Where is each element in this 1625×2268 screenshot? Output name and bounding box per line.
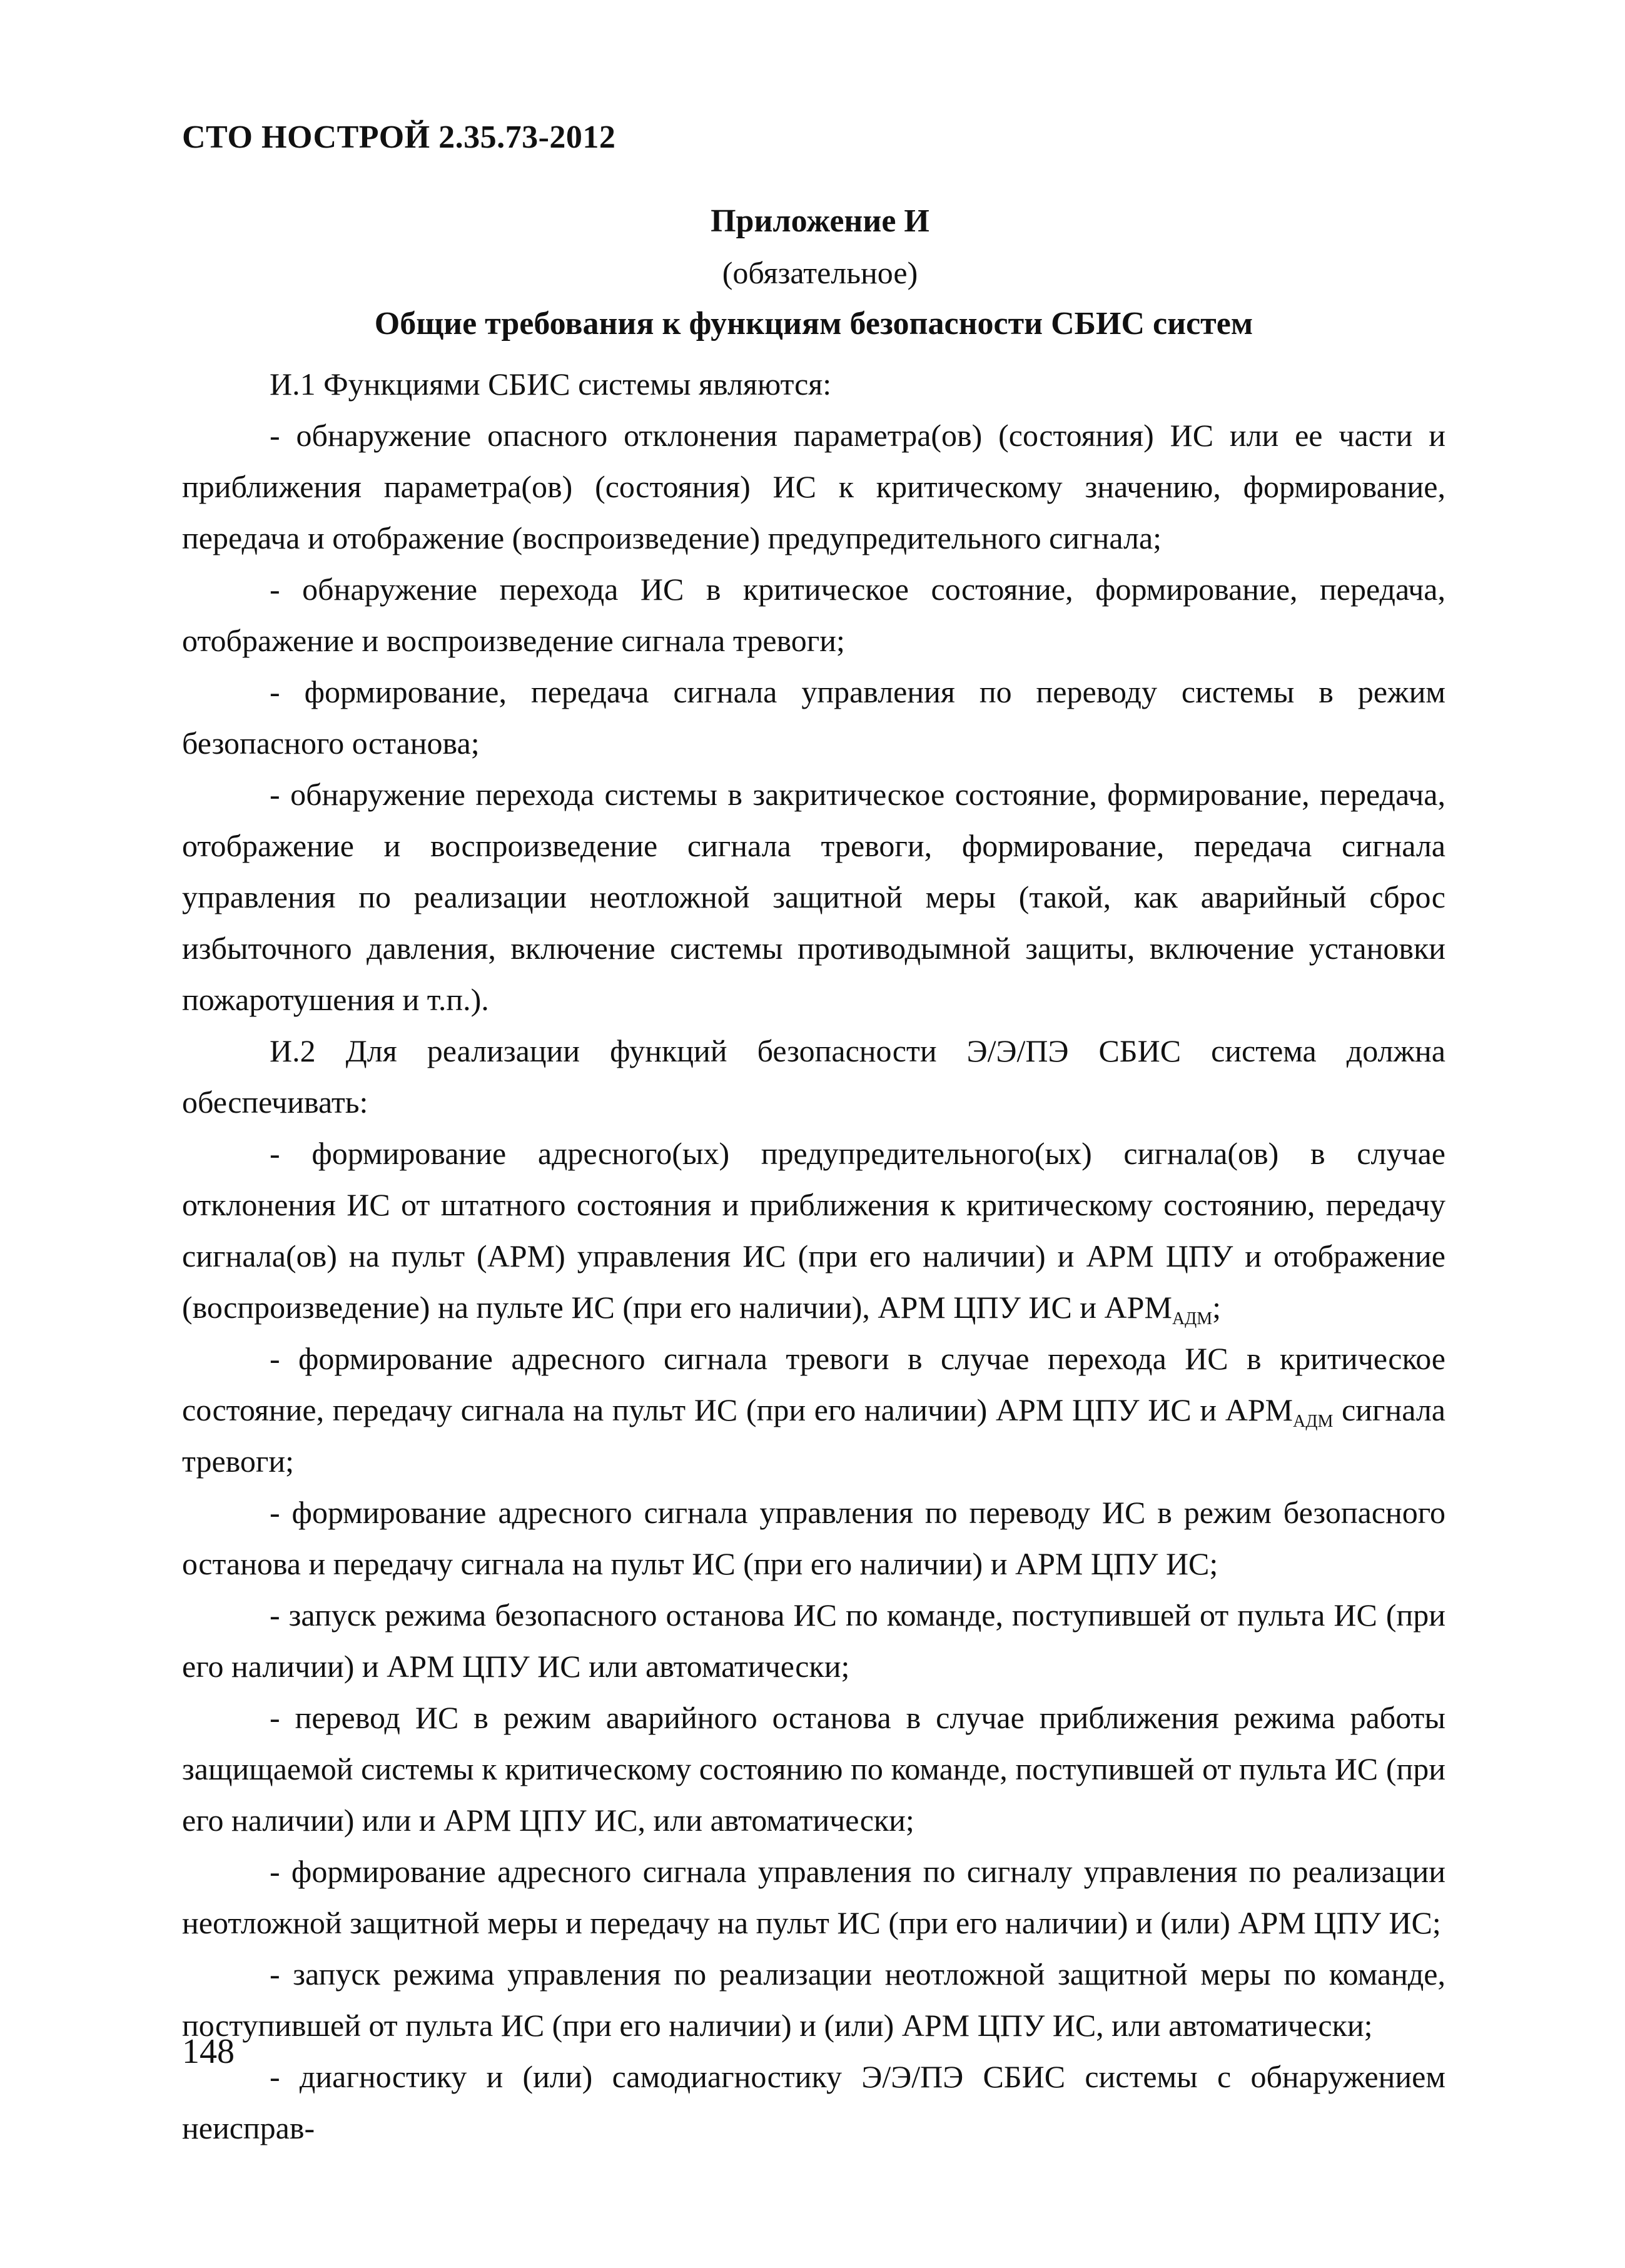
paragraph-11: - перевод ИС в режим аварийного останова в случае приближения режима работы защищаемой системы к критическому состоянию по команде, поступившей от пульта ИС (при его наличии) или и АРМ ЦПУ ИС, или автоматически; [182,1700,1445,1838]
paragraph-2: - обнаружение опасного отклонения параметра(ов) (состояния) ИС или ее части и приближения параметра(ов) (состояния) ИС к критическому значению, формирование, передача и отображение (воспроизведение) предупредительного сигнала; [182,418,1445,555]
paragraph-12: - формирование адресного сигнала управления по сигналу управления по реализации неотложной защитной меры и передачу на пульт ИС (при его наличии) и (или) АРМ ЦПУ ИС; [182,1854,1445,1940]
paragraph-8 [182,1333,1445,1487]
paragraph-10: - запуск режима безопасного останова ИС по команде, поступившей от пульта ИС (при его наличии) и АРМ ЦПУ ИС или автоматически; [182,1597,1445,1684]
paragraph-8-subscript: АДМ [1293,1412,1334,1431]
paragraph-8-tail: сигнала тревоги; [182,1392,1445,1479]
annex-status: (обязательное) [722,255,918,290]
paragraph-13: - запуск режима управления по реализации неотложной защитной меры по команде, поступившей от пульта ИС (при его наличии) и (или) АРМ ЦПУ ИС, или автоматически; [182,1957,1445,2043]
paragraph-7 [182,1128,1445,1333]
paragraph-4: - формирование, передача сигнала управления по переводу системы в режим безопасного останова; [182,674,1445,761]
document-code-header: СТО НОСТРОЙ 2.35.73-2012 [182,119,616,155]
paragraph-6: И.2 Для реализации функций безопасности Э/Э/ПЭ СБИС система должна обеспечивать: [182,1033,1445,1120]
paragraph-7-main: - формирование адресного(ых) предупредительного(ых) сигнала(ов) в случае отклонения ИС от штатного состояния и приближения к критическому состоянию, передачу сигнала(ов) на пульт (АРМ) управления ИС (при его наличии) и АРМ ЦПУ и отображение (воспроизведение) на пульте ИС (при его наличии), АРМ ЦПУ ИС и АРМ [182,1136,1445,1325]
annex-heading: Общие требования к функциям безопасности СБИС систем [374,306,1253,342]
paragraph-8-main: - формирование адресного сигнала тревоги в случае перехода ИС в критическое состояние, передачу сигнала на пульт ИС (при его наличии) АРМ ЦПУ ИС и АРМ [182,1341,1445,1427]
paragraph-7-subscript: АДМ [1172,1309,1213,1329]
paragraph-5: - обнаружение перехода системы в закритическое состояние, формирование, передача, отображение и воспроизведение сигнала тревоги, формирование, передача сигнала управления по реализации неотложной защитной меры (такой, как аварийный сброс избыточного давления, включение системы противодымной защиты, включение установки пожаротушения и т.п.). [182,777,1445,1017]
body-text [182,358,1445,2154]
paragraph-14: - диагностику и (или) самодиагностику Э/Э/ПЭ СБИС системы с обнаружением неисправ- [182,2059,1445,2145]
paragraph-7-tail: ; [1212,1290,1222,1325]
paragraph-3: - обнаружение перехода ИС в критическое состояние, формирование, передача, отображение и воспроизведение сигнала тревоги; [182,572,1445,658]
page-number: 148 [182,2032,235,2071]
annex-title-block [182,197,1445,348]
paragraph-9: - формирование адресного сигнала управления по переводу ИС в режим безопасного останова и передачу сигнала на пульт ИС (при его наличии) и АРМ ЦПУ ИС; [182,1495,1445,1581]
annex-title: Приложение И [711,203,929,239]
paragraph-1: И.1 Функциями СБИС системы являются: [270,367,832,402]
